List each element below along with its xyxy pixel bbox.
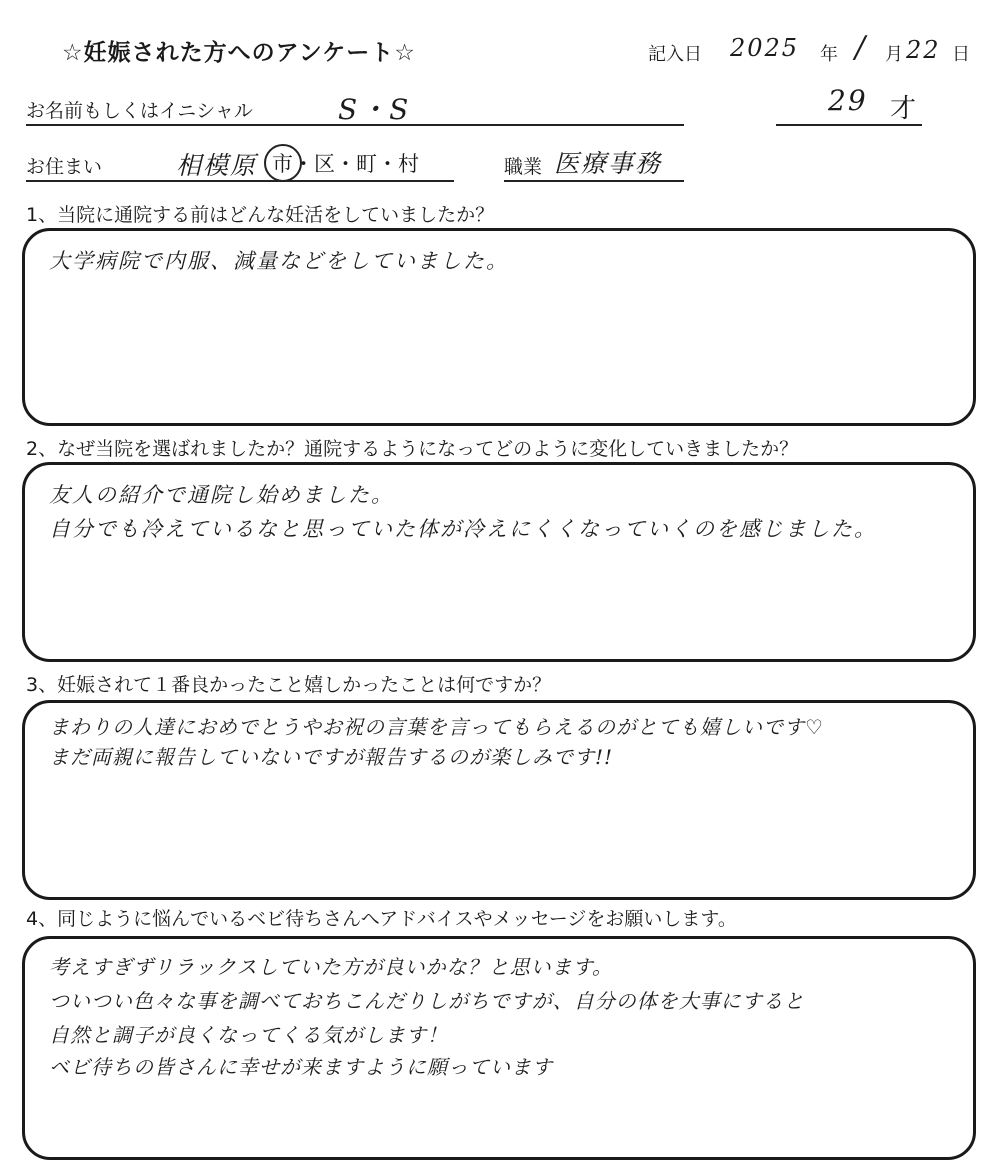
date-year-value: 2025 [730,34,800,62]
question-2-label: 2、なぜ当院を選ばれましたか？通院するようになってどのように変化していきましたか？ [26,438,799,460]
answer-2-line-1: 友人の紹介で通院し始めました。 [49,483,394,507]
age-unit-label: 才 [890,94,917,124]
answer-3-box [22,700,976,900]
answer-3-line-1: まわりの人達におめでとうやお祝の言葉を言ってもらえるのがとても嬉しいです♡ [49,715,824,739]
answer-1-line-1: 大学病院で内服、減量などをしていました。 [49,249,509,273]
answer-4-line-4: ベビ待ちの皆さんに幸せが来ますように願っています [49,1055,553,1079]
answer-2-box [22,462,976,662]
answer-1-box [22,228,976,426]
day-unit-label: 日 [952,44,970,65]
question-1-label: 1、当院に通院する前はどんな妊活をしていましたか？ [26,204,495,226]
job-value: 医療事務 [554,149,663,178]
question-3-label: 3、妊娠されて１番良かったこと嬉しかったことは何ですか？ [26,674,552,696]
name-value: S・S [338,93,411,126]
survey-title: ☆妊娠された方へのアンケート☆ [62,40,416,66]
address-label: お住まい [26,156,103,178]
address-underline [26,180,454,182]
age-underline [776,124,922,126]
answer-4-line-2: ついつい色々な事を調べておちこんだりしがちですが、自分の体を大事にすると [49,989,805,1013]
name-label: お名前もしくはイニシャル [26,100,253,122]
answer-2-line-2: 自分でも冷えているなと思っていた体が冷えにくくなっていくのを感じました。 [49,517,877,541]
date-label: 記入日 [648,44,702,65]
year-unit-label: 年 [820,44,838,65]
date-month-value: / [855,30,868,65]
question-4-label: 4、同じように悩んでいるベビ待ちさんへアドバイスやメッセージをお願いします。 [26,908,737,930]
answer-4-box [22,936,976,1160]
address-city-value: 相模原 [176,151,258,180]
job-label: 職業 [504,156,543,178]
month-unit-label: 月 [885,44,903,65]
name-underline [26,124,684,126]
age-value: 29 [828,84,868,117]
answer-4-line-1: 考えすぎずリラックスしていた方が良いかな？と思います。 [49,955,613,979]
answer-3-line-2: まだ両親に報告していないですが報告するのが楽しみです!! [49,745,614,769]
answer-4-line-3: 自然と調子が良くなってくる気がします！ [49,1023,448,1047]
job-underline [504,180,684,182]
date-day-value: 22 [906,36,941,64]
address-type-options: 市・区・町・村 [272,152,419,176]
